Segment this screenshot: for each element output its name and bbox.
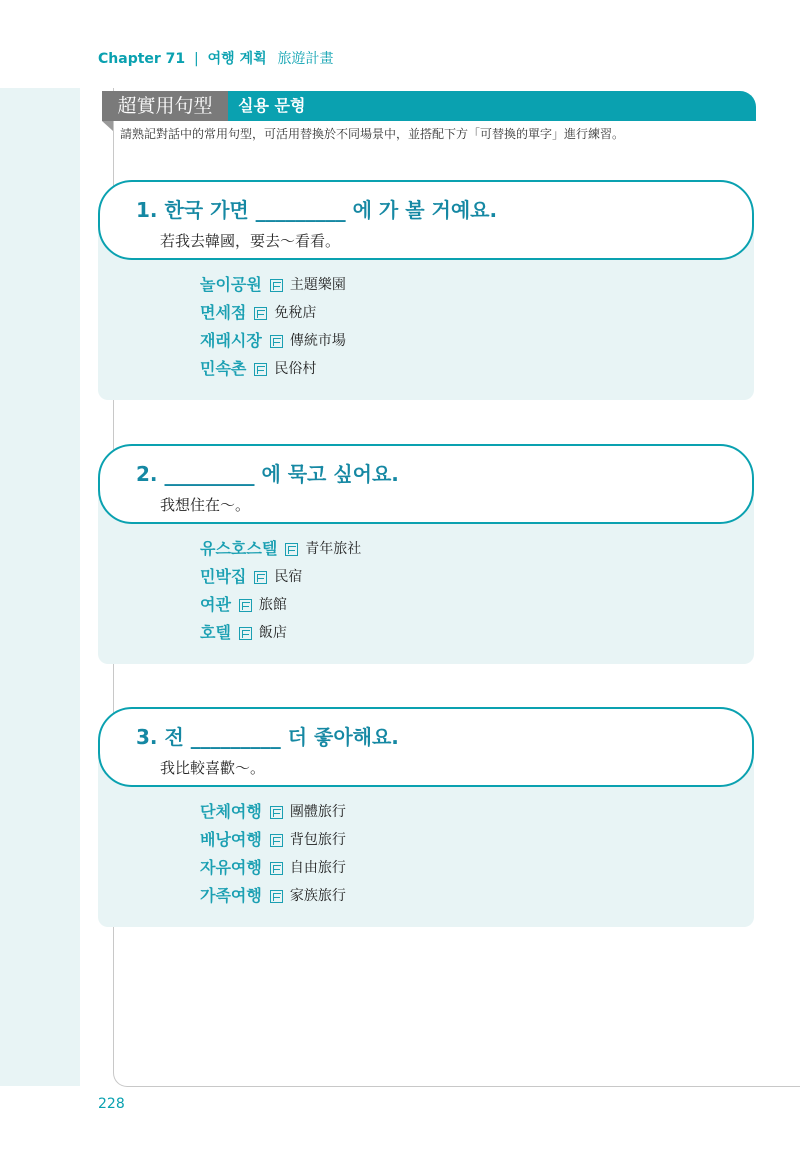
vocab-zh: 傳統市場 <box>289 333 346 349</box>
vocab-list <box>200 535 361 647</box>
pattern-box <box>98 707 754 787</box>
pattern-sentence-ko: 2. _________ 에 묵고 싶어요. <box>136 462 399 486</box>
vocab-item <box>200 535 361 563</box>
vocab-zh: 旅館 <box>258 597 287 613</box>
vocab-ko: 호텔 <box>200 623 231 642</box>
vocab-zh: 主題樂園 <box>289 277 346 293</box>
vocab-item <box>200 854 346 882</box>
picture-dictionary-icon <box>270 834 283 847</box>
picture-dictionary-icon <box>270 335 283 348</box>
picture-dictionary-icon <box>239 599 252 612</box>
section-bar <box>102 91 756 121</box>
section-fold-corner <box>102 121 113 131</box>
pattern-sentence-zh: 若我去韓國，要去～看看。 <box>160 232 341 250</box>
vocab-ko: 재래시장 <box>200 331 262 350</box>
vocab-zh: 自由旅行 <box>289 860 346 876</box>
pattern-box <box>98 444 754 524</box>
vocab-item <box>200 355 346 383</box>
page-number: 228 <box>98 1096 125 1112</box>
pattern-sentence-zh: 我想住在～。 <box>160 496 251 514</box>
pattern-box <box>98 180 754 260</box>
vocab-ko: 민속촌 <box>200 359 247 378</box>
picture-dictionary-icon <box>270 279 283 292</box>
picture-dictionary-icon <box>285 543 298 556</box>
vocab-item <box>200 798 346 826</box>
vocab-ko: 배낭여행 <box>200 830 262 849</box>
vocab-zh: 民宿 <box>274 569 303 585</box>
vocab-zh: 免稅店 <box>274 305 317 321</box>
picture-dictionary-icon <box>270 806 283 819</box>
vocab-item <box>200 327 346 355</box>
vocab-zh: 團體旅行 <box>289 804 346 820</box>
vocab-zh: 飯店 <box>258 625 287 641</box>
section-label-zh: 超實用句型 <box>102 91 228 121</box>
vocab-item <box>200 619 361 647</box>
vocab-item <box>200 882 346 910</box>
pattern-sentence-ko: 1. 한국 가면 _________ 에 가 볼 거예요. <box>136 198 498 222</box>
vocab-ko: 여관 <box>200 595 231 614</box>
pattern-sentence-ko: 3. 전 _________ 더 좋아해요. <box>136 725 399 749</box>
vocab-zh: 青年旅社 <box>305 541 362 557</box>
vocab-ko: 단체여행 <box>200 802 262 821</box>
vocab-zh: 家族旅行 <box>289 888 346 904</box>
chapter-separator: | <box>194 51 199 67</box>
vocab-list <box>200 271 346 383</box>
picture-dictionary-icon <box>254 363 267 376</box>
vocab-ko: 면세점 <box>200 303 247 322</box>
vocab-ko: 유스호스텔 <box>200 539 278 558</box>
picture-dictionary-icon <box>239 627 252 640</box>
chapter-label: Chapter 71 <box>98 51 186 67</box>
chapter-title-ko: 여행 계획 <box>207 51 267 67</box>
vocab-ko: 놀이공원 <box>200 275 262 294</box>
section-label-ko: 실용 문형 <box>238 96 306 115</box>
section-instruction: 請熟記對話中的常用句型，可活用替換於不同場景中，並搭配下方「可替換的單字」進行練習。 <box>120 127 625 141</box>
vocab-item <box>200 826 346 854</box>
vocab-ko: 가족여행 <box>200 886 262 905</box>
vocab-list <box>200 798 346 910</box>
chapter-header <box>98 48 334 68</box>
picture-dictionary-icon <box>270 890 283 903</box>
vocab-item <box>200 591 361 619</box>
side-strip <box>0 88 80 1086</box>
vocab-item <box>200 299 346 327</box>
vocab-ko: 자유여행 <box>200 858 262 877</box>
vocab-item <box>200 271 346 299</box>
vocab-zh: 背包旅行 <box>289 832 346 848</box>
picture-dictionary-icon <box>254 571 267 584</box>
vocab-item <box>200 563 361 591</box>
vocab-ko: 민박집 <box>200 567 247 586</box>
chapter-title-zh: 旅遊計畫 <box>277 51 334 67</box>
picture-dictionary-icon <box>270 862 283 875</box>
picture-dictionary-icon <box>254 307 267 320</box>
vocab-zh: 民俗村 <box>274 361 317 377</box>
pattern-sentence-zh: 我比較喜歡～。 <box>160 759 266 777</box>
